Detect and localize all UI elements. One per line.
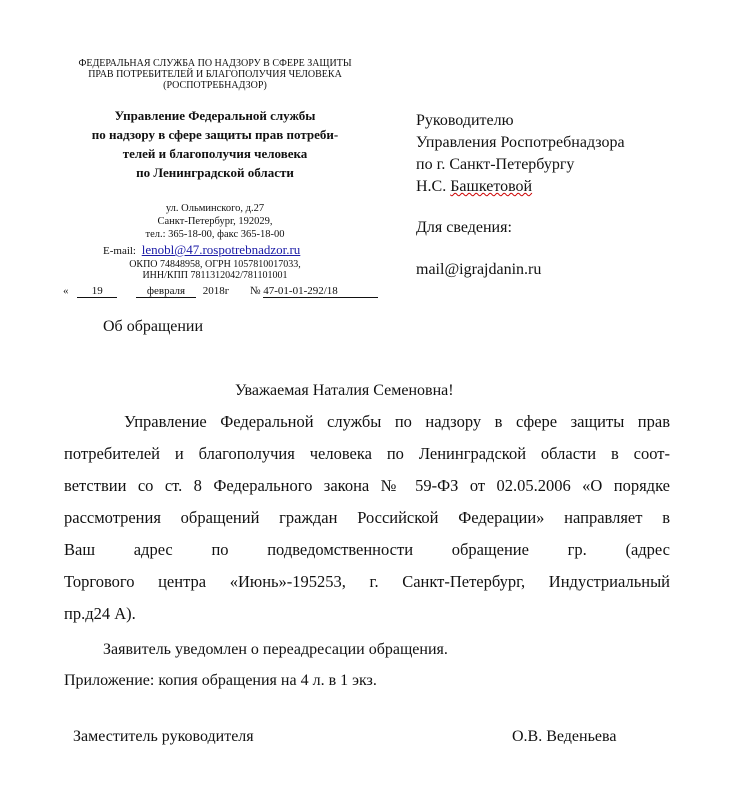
signature-position: Заместитель руководителя: [73, 728, 254, 745]
attachment-note: Приложение: копия обращения на 4 л. в 1 экз.: [64, 672, 377, 689]
recipient-initials: Н.С.: [416, 178, 447, 195]
email-link[interactable]: lenobl@47.rospotrebnadzor.ru: [141, 242, 301, 257]
codes-line: ОКПО 74848958, ОГРН 1057810017033,: [129, 259, 301, 270]
forwarding-notice: Заявитель уведомлен о переадресации обращения.: [103, 641, 448, 658]
body-line: рассмотрения обращений граждан Российской Федерации» направляет в: [64, 508, 670, 527]
registration-codes: [80, 259, 350, 281]
email-label: E-mail:: [103, 245, 136, 257]
office-line: телей и благополучия человека: [122, 146, 308, 161]
codes-line: ИНН/КПП 7811312042/781101001: [142, 270, 288, 281]
cc-label: Для сведения:: [416, 219, 512, 236]
document-date-number: [63, 285, 378, 298]
recipient-block: [416, 110, 625, 198]
agency-line: ФЕДЕРАЛЬНАЯ СЛУЖБА ПО НАДЗОРУ В СФЕРЕ ЗАЩИТЫ: [78, 58, 352, 69]
body-line: потребителей и благополучия человека по Ленинградской области в соот-: [64, 444, 670, 463]
signature-name: О.В. Веденьева: [512, 728, 617, 745]
body-line-last: пр.д24 А).: [64, 604, 136, 623]
address-line: Санкт-Петербург, 192029,: [157, 216, 273, 227]
office-line: по Ленинградской области: [136, 165, 294, 180]
subject-line: Об обращении: [103, 318, 204, 335]
date-open-quote: «: [63, 285, 69, 297]
body-line: Ваш адрес по подведомственности обращение гр. (адрес: [64, 540, 670, 559]
body-line: ветствии со ст. 8 Федерального закона № 59-ФЗ от 02.05.2006 «О порядке: [64, 476, 670, 495]
recipient-line: по г. Санкт-Петербургу: [416, 156, 575, 173]
body-line: Торгового центра «Июнь»-195253, г. Санкт-Петербург, Индустриальный: [64, 572, 670, 591]
letter-body: [64, 406, 670, 630]
address-line: ул. Ольминского, д.27: [165, 203, 265, 214]
agency-line: ПРАВ ПОТРЕБИТЕЛЕЙ И БЛАГОПОЛУЧИЯ ЧЕЛОВЕКА: [88, 69, 342, 80]
cc-email: mail@igrajdanin.ru: [416, 261, 542, 278]
date-day: 19: [77, 286, 117, 298]
body-line: Управление Федеральной службы по надзору в сфере защиты прав: [124, 412, 670, 431]
recipient-surname: Башкетовой: [450, 178, 533, 195]
office-address: [80, 202, 350, 241]
agency-line: (РОСПОТРЕБНАДЗОР): [163, 80, 267, 91]
office-name: [55, 106, 375, 182]
office-line: по надзору в сфере защиты прав потреби-: [91, 127, 339, 142]
recipient-line: Управления Роспотребнадзора: [416, 134, 625, 151]
recipient-line: Руководителю: [416, 112, 514, 129]
agency-header: [60, 58, 370, 91]
date-month: февраля: [136, 286, 196, 298]
recipient-name: [416, 176, 625, 198]
date-year: 2018г: [202, 285, 230, 297]
email-row: [103, 242, 300, 258]
document-number: 47-01-01-292/18: [263, 286, 378, 298]
number-sign: №: [250, 285, 261, 297]
office-line: Управление Федеральной службы: [114, 108, 316, 123]
salutation: Уважаемая Наталия Семеновна!: [235, 382, 454, 399]
address-line: тел.: 365-18-00, факс 365-18-00: [145, 229, 285, 240]
